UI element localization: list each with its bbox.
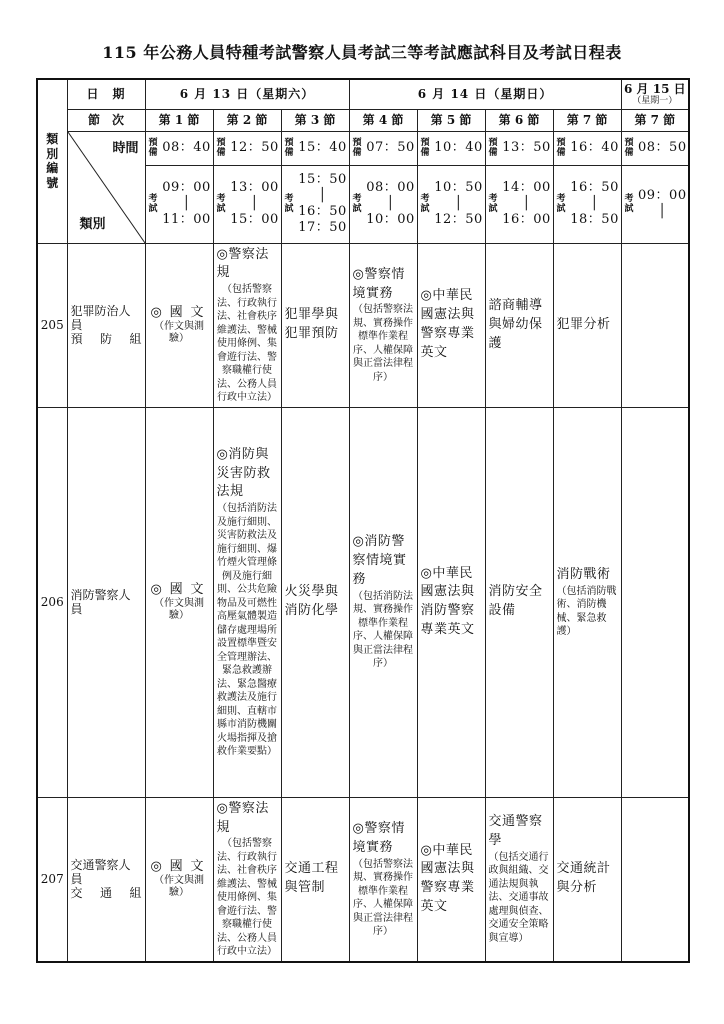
exam-sep: │: [318, 187, 327, 203]
exam-start: 14：00: [502, 179, 551, 195]
day-3-label: [621, 79, 689, 109]
prep-tag: 預: [488, 137, 498, 148]
subject-char: 國: [169, 582, 183, 598]
prep-time-1: [145, 131, 213, 165]
exam-time-5: [417, 165, 485, 243]
exam-tag: 考: [352, 193, 362, 204]
category-code-char: 號: [46, 175, 59, 190]
subject-s8-empty: [621, 243, 689, 407]
subject-title: ◎中華民國憲法與消防警察專業英文: [420, 565, 475, 638]
exam-start: 08：00: [366, 179, 415, 195]
category-name-line1: 犯罪防治人員: [70, 303, 131, 332]
exam-time-4: [349, 165, 417, 243]
exam-tag: 試: [624, 204, 634, 214]
exam-sep: │: [454, 195, 463, 211]
subject-s3: [281, 407, 349, 797]
subject-s4: [349, 243, 417, 407]
exam-tag: 試: [148, 204, 158, 214]
exam-tag: 試: [284, 204, 294, 214]
prep-time-value: 10：40: [434, 140, 483, 156]
exam-time-3: [281, 165, 349, 243]
session-7: 第 7 節: [553, 109, 621, 131]
subject-title: 交通警察學: [488, 814, 543, 849]
subject-s6: [485, 407, 553, 797]
prep-tag: 備: [420, 148, 430, 158]
category-name-char: 組: [129, 886, 142, 901]
prep-tag: 預: [556, 137, 566, 148]
prep-tag: 備: [556, 148, 566, 158]
date-label: 日 期: [67, 79, 145, 109]
subject-title: ◎消防與災害防救法規: [216, 446, 271, 500]
subject-title: ◎警察法規: [216, 246, 269, 281]
category-code-char: 別: [46, 146, 59, 161]
subject-note: （包括消防戰術、消防機械、緊急救護）: [556, 585, 617, 638]
category-name-char: 通: [99, 886, 112, 901]
exam-tag: 考: [488, 193, 498, 204]
prep-tag: 預: [420, 137, 430, 148]
subject-note: （作文與測驗）: [154, 875, 204, 899]
prep-tag: 備: [624, 148, 634, 158]
category-name: [67, 797, 145, 962]
exam-sep: │: [182, 195, 191, 211]
exam-tag: 試: [216, 204, 226, 214]
prep-time-value: 08：40: [162, 140, 211, 156]
subject-char: 國: [169, 305, 183, 321]
exam-start: 16：50: [570, 179, 619, 195]
subject-s3: [281, 797, 349, 962]
category-name-char: 預: [70, 332, 83, 347]
subject-s4: [349, 797, 417, 962]
prep-time-2: [213, 131, 281, 165]
exam-end-extended: 17：50: [298, 220, 347, 236]
category-code: 205: [37, 243, 67, 407]
exam-end: 16：00: [502, 212, 551, 228]
exam-tag: 考: [284, 193, 294, 204]
table-row: [37, 407, 689, 797]
subject-mark: ◎: [150, 305, 162, 321]
subject-title: ◎警察法規: [216, 800, 269, 835]
subject-note: （包括警察法規、實務操作標準作業程序、人權保障與正當法律程序）: [353, 304, 414, 383]
category-code: 207: [37, 797, 67, 962]
exam-start: 09：00: [162, 179, 211, 195]
subject-note: （包括消防法規、實務操作標準作業程序、人權保障與正當法律程序）: [353, 590, 414, 670]
prep-time-7: [553, 131, 621, 165]
subject-s1: [145, 407, 213, 797]
prep-tag: 備: [284, 148, 294, 158]
subject-s1: [145, 243, 213, 407]
prep-time-value: 15：40: [298, 140, 347, 156]
time-category-header: [67, 131, 145, 243]
subject-title: 消防安全設備: [488, 584, 543, 619]
category-name-char: 組: [129, 332, 142, 347]
subject-s1: [145, 797, 213, 962]
exam-start: 13：00: [230, 179, 279, 195]
exam-time-1: [145, 165, 213, 243]
exam-schedule-table: [36, 78, 690, 963]
exam-tag: 考: [624, 193, 634, 204]
exam-end: 12：50: [434, 212, 483, 228]
prep-time-value: 16：40: [570, 140, 619, 156]
session-4: 第 4 節: [349, 109, 417, 131]
exam-end: 18：50: [570, 212, 619, 228]
subject-char: 文: [190, 859, 204, 875]
time-label: 時間: [112, 140, 139, 156]
prep-tag: 預: [148, 137, 158, 148]
subject-note: （作文與測驗）: [154, 320, 204, 344]
session-6: 第 6 節: [485, 109, 553, 131]
prep-time-value: 12：50: [230, 140, 279, 156]
exam-start: 09：00: [638, 187, 687, 203]
subject-s6: [485, 797, 553, 962]
exam-sep: │: [522, 195, 531, 211]
session-2: 第 2 節: [213, 109, 281, 131]
subject-s3: [281, 243, 349, 407]
exam-start: 15：50: [298, 171, 347, 187]
exam-tag: 考: [556, 193, 566, 204]
subject-s5: [417, 797, 485, 962]
subject-char: 文: [190, 305, 204, 321]
subject-title: ◎中華民國憲法與警察專業英文: [420, 842, 475, 915]
day-1-label: 6 月 13 日（星期六）: [145, 79, 349, 109]
subject-s5: [417, 407, 485, 797]
date-row: [37, 79, 689, 109]
day-2-label: 6 月 14 日（星期日）: [349, 79, 621, 109]
category-code: 206: [37, 407, 67, 797]
prep-time-8: [621, 131, 689, 165]
subject-char: 文: [190, 582, 204, 598]
exam-time-2: [213, 165, 281, 243]
prep-time-value: 08：50: [638, 140, 687, 156]
subject-title: 交通統計與分析: [556, 861, 611, 896]
category-label: 類別: [79, 216, 106, 232]
category-name: [67, 407, 145, 797]
prep-tag: 備: [488, 148, 498, 158]
exam-end: 16：50: [298, 204, 347, 219]
subject-s8-empty: [621, 797, 689, 962]
subject-s2: [213, 797, 281, 962]
prep-time-value: 07：50: [366, 140, 415, 156]
subject-title: 消防戰術: [556, 566, 611, 582]
prep-time-row: [37, 131, 689, 165]
subject-title: 火災學與消防化學: [284, 584, 339, 619]
subject-mark: ◎: [150, 859, 162, 875]
page-title: 115 年公務人員特種考試警察人員考試三等考試應試科目及考試日程表: [102, 43, 622, 62]
exam-sep: │: [386, 195, 395, 211]
prep-tag: 預: [352, 137, 362, 148]
category-name: [67, 243, 145, 407]
category-name-char: 交: [70, 886, 83, 901]
subject-s2: [213, 243, 281, 407]
session-7-day3: 第 7 節: [621, 109, 689, 131]
exam-end: 11：00: [162, 212, 211, 228]
subject-note: （包括警察法規、實務操作標準作業程序、人權保障與正當法律程序）: [353, 858, 414, 938]
exam-time-6: [485, 165, 553, 243]
exam-tag: 試: [420, 204, 430, 214]
subject-title: 犯罪學與犯罪預防: [284, 307, 339, 342]
exam-tag: 考: [216, 193, 226, 204]
subject-s7: [553, 243, 621, 407]
table-row: [37, 243, 689, 407]
prep-time-5: [417, 131, 485, 165]
prep-time-value: 13：50: [502, 140, 551, 156]
category-code-char: 類: [46, 132, 59, 147]
table-row: [37, 797, 689, 962]
exam-end: 15：00: [230, 212, 279, 228]
subject-s6: [485, 243, 553, 407]
prep-tag: 預: [624, 137, 634, 148]
exam-tag: 考: [420, 193, 430, 204]
prep-tag: 備: [216, 148, 226, 158]
subject-note: （包括交通行政與組織、交通法規與執法、交通事故處理與偵查、交通安全策略與宣導）: [488, 851, 549, 944]
subject-title: ◎警察情境實務: [352, 820, 405, 855]
exam-start: 10：50: [434, 179, 483, 195]
prep-tag: 預: [216, 137, 226, 148]
subject-title: 犯罪分析: [556, 316, 611, 332]
category-name-line1: 消防警察人員: [70, 587, 131, 617]
subject-title: 交通工程與管制: [284, 861, 339, 896]
category-name-line1: 交通警察人員: [70, 857, 131, 887]
session-3: 第 3 節: [281, 109, 349, 131]
day-3-date: 6 月 15 日: [624, 81, 686, 96]
subject-mark: ◎: [150, 582, 162, 598]
exam-tag: 考: [148, 193, 158, 204]
exam-time-8: [621, 165, 689, 243]
exam-end: 10：00: [366, 212, 415, 228]
subject-title: ◎消防警察情境實務: [352, 534, 407, 588]
subject-s8-empty: [621, 407, 689, 797]
exam-tag: 試: [352, 204, 362, 214]
prep-tag: 預: [284, 137, 294, 148]
prep-time-4: [349, 131, 417, 165]
session-label: 節 次: [67, 109, 145, 131]
day-3-weekday: （星期一）: [632, 96, 678, 107]
subject-s7: [553, 407, 621, 797]
prep-time-6: [485, 131, 553, 165]
subject-s5: [417, 243, 485, 407]
subject-title: ◎警察情境實務: [352, 266, 405, 301]
exam-tag: 試: [556, 204, 566, 214]
category-name-char: 防: [99, 332, 112, 347]
exam-sep: │: [250, 195, 259, 211]
exam-sep: │: [590, 195, 599, 211]
session-row: [37, 109, 689, 131]
prep-time-3: [281, 131, 349, 165]
subject-note: （包括消防法及施行細則、災害防救法及施行細則、爆竹煙火管理條例及施行細則、公共危險物品及可燃性高壓氣體製造儲存處理場所設置標準暨安全管理辦法、緊急救護辦法、緊急醫療救護法及施行細則、直轄市縣市消防機關火場指揮及搶救作業要點）: [217, 503, 277, 758]
exam-time-7: [553, 165, 621, 243]
session-1: 第 1 節: [145, 109, 213, 131]
prep-tag: 備: [352, 148, 362, 158]
schedule-sheet: [36, 78, 688, 1013]
session-5: 第 5 節: [417, 109, 485, 131]
subject-s7: [553, 797, 621, 962]
subject-char: 國: [169, 859, 183, 875]
subject-note: （作文與測驗）: [154, 597, 204, 621]
category-code-label: [37, 79, 67, 243]
subject-note: （包括警察法、行政執行法、社會秩序維護法、警械使用條例、集會遊行法、警察職權行使法、公務人員行政中立法）: [217, 838, 277, 958]
prep-tag: 備: [148, 148, 158, 158]
subject-title: 諮商輔導與婦幼保護: [488, 297, 543, 351]
subject-note: （包括警察法、行政執行法、社會秩序維護法、警械使用條例、集會遊行法、警察職權行使法、公務人員行政中立法）: [217, 284, 277, 404]
exam-tag: 試: [488, 204, 498, 214]
subject-title: ◎中華民國憲法與警察專業英文: [420, 288, 475, 360]
exam-sep: │: [658, 204, 667, 219]
subject-s4: [349, 407, 417, 797]
category-code-char: 編: [46, 161, 59, 176]
subject-s2: [213, 407, 281, 797]
